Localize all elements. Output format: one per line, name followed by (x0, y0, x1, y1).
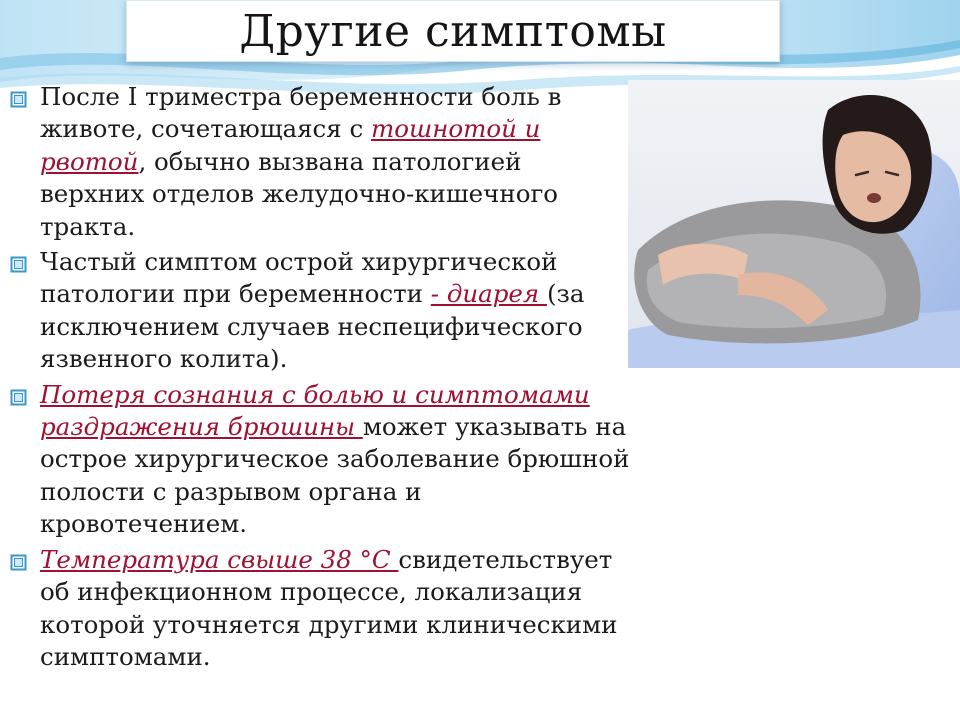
text-span: (за (546, 279, 585, 309)
bullet-list (10, 81, 670, 673)
text-span: исключением случаев неспецифического (40, 311, 583, 341)
square-bullet-icon (10, 91, 28, 109)
paragraph-line (40, 343, 670, 375)
paragraph-line (40, 211, 670, 243)
paragraph-line (40, 113, 670, 145)
paragraph-line (40, 508, 670, 540)
paragraph-line (40, 411, 670, 443)
paragraph-line (40, 81, 670, 113)
highlighted-term: - диарея (430, 279, 547, 309)
pregnant-woman-photo (628, 80, 960, 368)
paragraph-line (40, 476, 670, 508)
highlighted-term: раздражения брюшины (40, 412, 363, 442)
paragraph-line (40, 178, 670, 210)
bullet-paragraph (10, 246, 670, 376)
highlighted-term: Температура свыше 38 °С (40, 544, 399, 574)
text-span: После I триместра беременности боль в (40, 82, 562, 111)
paragraph-line (40, 576, 670, 608)
highlighted-term: Потеря сознания с болью и симптомами (40, 379, 590, 409)
text-span: Частый симптом острой хирургической (40, 247, 558, 277)
text-span: полости с разрывом органа и (40, 476, 422, 506)
square-bullet-icon (10, 389, 28, 407)
square-bullet-icon (10, 256, 28, 274)
paragraph-line (40, 443, 670, 475)
paragraph-line (40, 278, 670, 310)
bullet-paragraph (10, 379, 670, 541)
text-span: острое хирургическое заболевание брюшной (40, 444, 630, 474)
text-span: об инфекционном процессе, локализация (40, 577, 583, 607)
text-span: кровотечением. (40, 509, 248, 539)
paragraph-line (40, 379, 670, 411)
paragraph-line (40, 609, 670, 641)
text-span: свидетельствует (398, 544, 613, 574)
text-span: может указывать на (362, 412, 627, 442)
highlighted-term: тошнотой и (371, 114, 541, 144)
highlighted-term: рвотой (40, 146, 139, 176)
text-span: которой уточняется другими клиническими (40, 609, 618, 639)
bullet-paragraph (10, 81, 670, 243)
text-span: тракта. (40, 211, 136, 241)
paragraph-line (40, 246, 670, 278)
text-span: животе, сочетающаяся с (40, 114, 372, 144)
text-span: , обычно вызвана патологией (138, 146, 522, 176)
slide-title: Другие симптомы (239, 5, 667, 57)
text-span: симптомами. (40, 641, 211, 671)
paragraph-line (40, 146, 670, 178)
paragraph-line (40, 311, 670, 343)
paragraph-line (40, 641, 670, 673)
text-span: патологии при беременности (40, 279, 431, 309)
bullet-paragraph (10, 544, 670, 674)
paragraph-line (40, 544, 670, 576)
text-span: верхних отделов желудочно-кишечного (40, 179, 559, 209)
title-box (126, 0, 780, 62)
square-bullet-icon (10, 554, 28, 572)
text-span: язвенного колита). (40, 344, 288, 374)
